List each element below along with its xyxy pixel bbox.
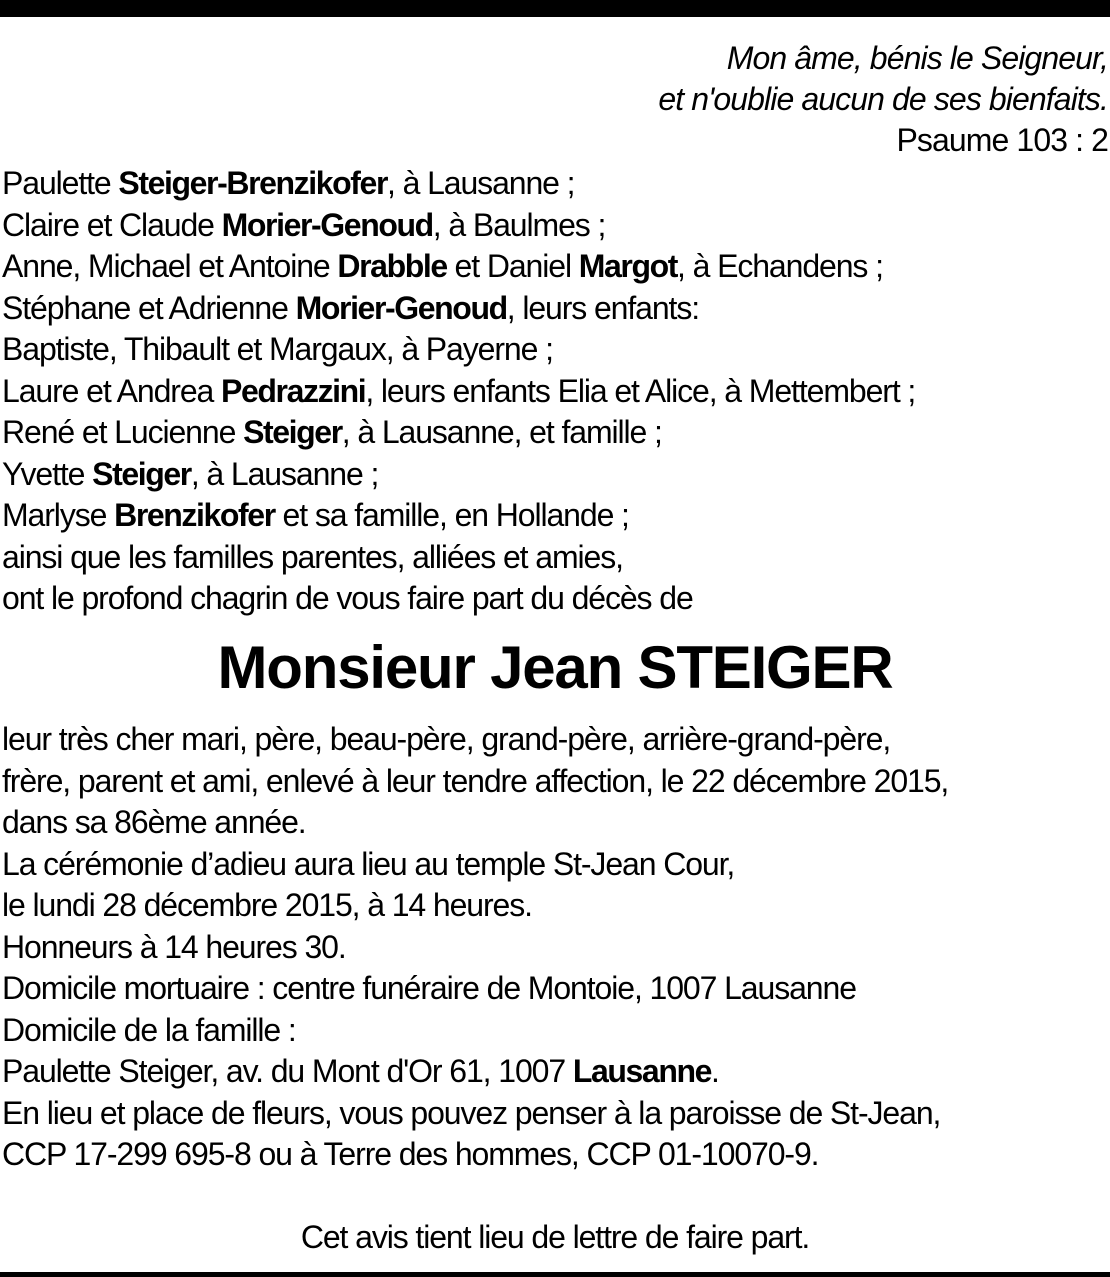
detail-line	[2, 802, 1108, 844]
line-text: Stéphane et Adrienne	[2, 289, 296, 326]
line-text: .	[711, 1053, 719, 1089]
line-text: Claire et Claude	[2, 206, 222, 243]
mourner-line	[2, 537, 1108, 579]
bottom-border-rule	[0, 1272, 1110, 1277]
mourner-line	[2, 454, 1108, 496]
mourner-line	[2, 329, 1108, 371]
line-text: , à Lausanne ;	[190, 455, 379, 492]
detail-line	[2, 1093, 1108, 1135]
line-text: dans sa 86ème année.	[2, 804, 306, 840]
line-text: leur très cher mari, père, beau-père, grand-père, arrière-grand-père,	[2, 721, 891, 757]
line-text: , à Echandens ;	[677, 248, 883, 284]
detail-line	[2, 1051, 1108, 1093]
family-name: Lausanne	[572, 1053, 712, 1089]
funeral-details	[2, 719, 1108, 1176]
line-text: La cérémonie d’adieu aura lieu au temple St-Jean Cour,	[2, 845, 735, 882]
detail-line	[2, 761, 1108, 803]
mourner-line	[2, 288, 1108, 330]
detail-line	[2, 927, 1108, 969]
detail-line	[2, 719, 1108, 761]
mourner-line	[2, 205, 1108, 247]
family-name: Morier-Genoud	[221, 206, 433, 243]
family-name: Steiger	[92, 455, 191, 492]
mourner-line	[2, 246, 1108, 288]
family-name: Steiger-Brenzikofer	[118, 165, 388, 201]
line-text: Yvette	[2, 455, 93, 492]
family-name: Steiger	[243, 414, 342, 450]
line-text: , à Lausanne ;	[387, 165, 575, 201]
line-text: , leurs enfants:	[506, 289, 700, 326]
mourner-line	[2, 371, 1108, 413]
family-name: Pedrazzini	[221, 372, 366, 409]
mourner-line	[2, 412, 1108, 454]
line-text: Domicile de la famille :	[2, 1011, 296, 1048]
detail-line	[2, 1010, 1108, 1052]
line-text: Paulette Steiger, av. du Mont d'Or 61, 1007	[2, 1053, 573, 1089]
line-text: En lieu et place de fleurs, vous pouvez penser à la paroisse de St-Jean,	[2, 1094, 941, 1131]
line-text: Marlyse	[2, 497, 115, 533]
family-name: Margot	[578, 248, 678, 284]
line-text: Laure et Andrea	[2, 372, 222, 409]
line-text: le lundi 28 décembre 2015, à 14 heures.	[2, 887, 532, 923]
line-text: , leurs enfants Elia et Alice, à Mettembert ;	[365, 372, 916, 409]
mourner-line	[2, 163, 1108, 205]
line-text: ainsi que les familles parentes, alliées et amies,	[2, 538, 623, 575]
epigraph-line-2: et n'oublie aucun de ses bienfaits.	[658, 81, 1108, 117]
family-name: Morier-Genoud	[295, 289, 507, 326]
detail-line	[2, 1134, 1108, 1176]
line-text: Anne, Michael et Antoine	[2, 248, 338, 284]
psalm-epigraph	[658, 38, 1108, 161]
line-text: Paulette	[2, 165, 119, 201]
line-text: CCP 17-299 695-8 ou à Terre des hommes, CCP 01-10070-9.	[2, 1136, 819, 1172]
deceased-name: Monsieur Jean STEIGER	[217, 634, 893, 701]
line-text: et sa famille, en Hollande ;	[274, 497, 629, 533]
line-text: Baptiste, Thibault et Margaux, à Payerne ;	[2, 331, 553, 367]
closing-note: Cet avis tient lieu de lettre de faire part.	[300, 1219, 810, 1255]
top-border-rule	[0, 0, 1110, 17]
line-text: et Daniel	[446, 248, 579, 284]
line-text: frère, parent et ami, enlevé à leur tendre affection, le 22 décembre 2015,	[2, 762, 949, 799]
detail-line	[2, 844, 1108, 886]
epigraph-reference: Psaume 103 : 2	[896, 122, 1108, 158]
line-text: , à Baulmes ;	[432, 206, 606, 243]
family-name: Brenzikofer	[114, 497, 275, 533]
detail-line	[2, 885, 1108, 927]
detail-line	[2, 968, 1108, 1010]
line-text: Domicile mortuaire : centre funéraire de Montoie, 1007 Lausanne	[2, 970, 856, 1006]
line-text: Honneurs à 14 heures 30.	[2, 928, 346, 965]
line-text: René et Lucienne	[2, 414, 244, 450]
mourner-line	[2, 578, 1108, 620]
line-text: ont le profond chagrin de vous faire part du décès de	[2, 580, 693, 616]
epigraph-line-1: Mon âme, bénis le Seigneur,	[726, 40, 1108, 76]
line-text: , à Lausanne, et famille ;	[341, 414, 662, 450]
family-name: Drabble	[337, 248, 447, 284]
mourners-list	[2, 163, 1108, 620]
mourner-line	[2, 495, 1108, 537]
